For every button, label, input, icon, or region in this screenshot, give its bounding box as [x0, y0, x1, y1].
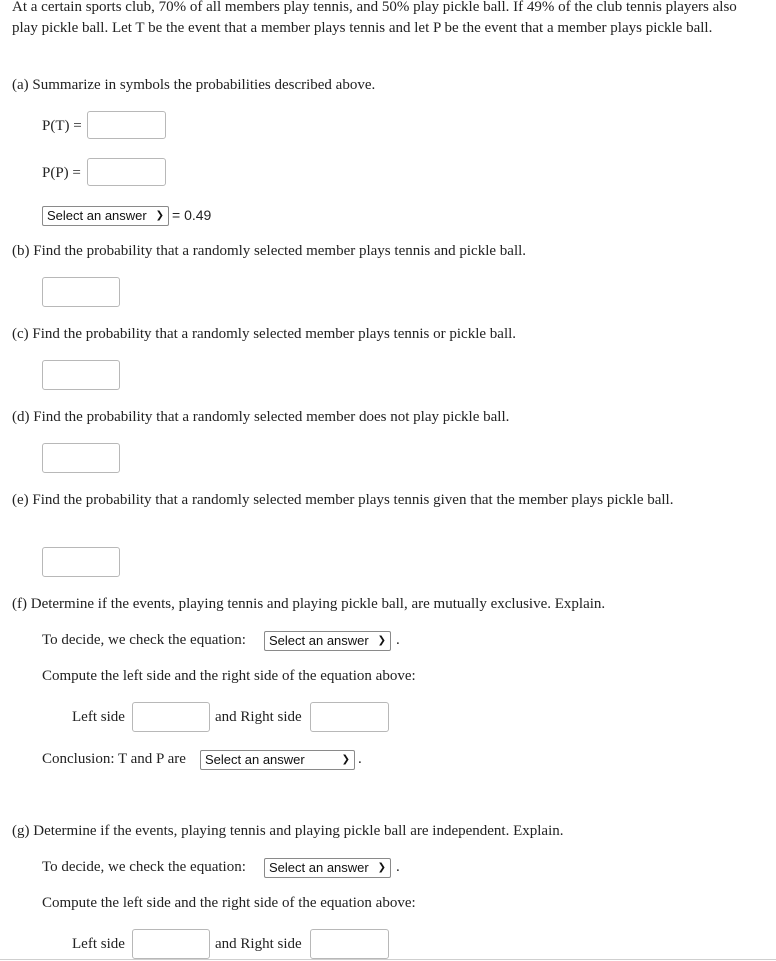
question-d: (d) Find the probability that a randomly selected member does not play pickle ball.	[12, 409, 510, 425]
g-equation-select[interactable]	[264, 858, 391, 878]
question-g: (g) Determine if the events, playing tennis and playing pickle ball are independent. Explain.	[12, 823, 564, 839]
conditional-select-value: Select an answer	[47, 208, 147, 223]
g-period: .	[396, 859, 400, 875]
g-left-label: Left side	[72, 936, 125, 952]
f-conclusion-label: Conclusion: T and P are	[42, 751, 186, 767]
answer-d-input[interactable]	[42, 443, 120, 473]
conditional-select[interactable]	[42, 206, 169, 226]
pt-label: P(T) =	[42, 118, 82, 134]
page-bottom-border	[0, 959, 776, 960]
question-c: (c) Find the probability that a randomly selected member plays tennis or pickle ball.	[12, 326, 517, 342]
g-left-input[interactable]	[132, 929, 210, 959]
f-right-input[interactable]	[310, 702, 389, 732]
f-left-label: Left side	[72, 709, 125, 725]
pp-input[interactable]	[87, 158, 166, 186]
f-conclusion-select[interactable]	[200, 750, 355, 770]
question-f: (f) Determine if the events, playing tennis and playing pickle ball, are mutually exclusive. Explain.	[12, 596, 606, 612]
g-check-label: To decide, we check the equation:	[42, 859, 246, 875]
f-compute-label: Compute the left side and the right side of the equation above:	[42, 668, 416, 684]
chevron-down-icon: ❯	[377, 862, 386, 873]
f-equation-select-value: Select an answer	[269, 633, 369, 648]
f-check-label: To decide, we check the equation:	[42, 632, 246, 648]
chevron-down-icon: ❯	[155, 210, 164, 221]
f-conclusion-period: .	[358, 751, 362, 767]
question-a: (a) Summarize in symbols the probabilities described above.	[12, 77, 376, 93]
pt-input[interactable]	[87, 111, 166, 139]
pp-label: P(P) =	[42, 165, 81, 181]
f-conclusion-select-value: Select an answer	[205, 752, 305, 767]
g-compute-label: Compute the left side and the right side of the equation above:	[42, 895, 416, 911]
g-right-input[interactable]	[310, 929, 389, 959]
question-e: (e) Find the probability that a randomly selected member plays tennis given that the member plays pickle ball.	[12, 492, 674, 508]
problem-intro: At a certain sports club, 70% of all members play tennis, and 50% play pickle ball. If 49% of the club tennis players also play pickle ball. Let T be the event that a member plays tennis and let P be the event that a member plays pickle ball.	[12, 0, 737, 36]
answer-c-input[interactable]	[42, 360, 120, 390]
conditional-value: = 0.49	[172, 207, 212, 223]
question-b: (b) Find the probability that a randomly selected member plays tennis and pickle ball.	[12, 243, 527, 259]
f-left-input[interactable]	[132, 702, 210, 732]
answer-e-input[interactable]	[42, 547, 120, 577]
g-equation-select-value: Select an answer	[269, 860, 369, 875]
chevron-down-icon: ❯	[377, 635, 386, 646]
answer-b-input[interactable]	[42, 277, 120, 307]
g-right-label: and Right side	[215, 936, 302, 952]
f-equation-select[interactable]	[264, 631, 391, 651]
f-period: .	[396, 632, 400, 648]
chevron-down-icon: ❯	[341, 754, 350, 765]
f-right-label: and Right side	[215, 709, 302, 725]
